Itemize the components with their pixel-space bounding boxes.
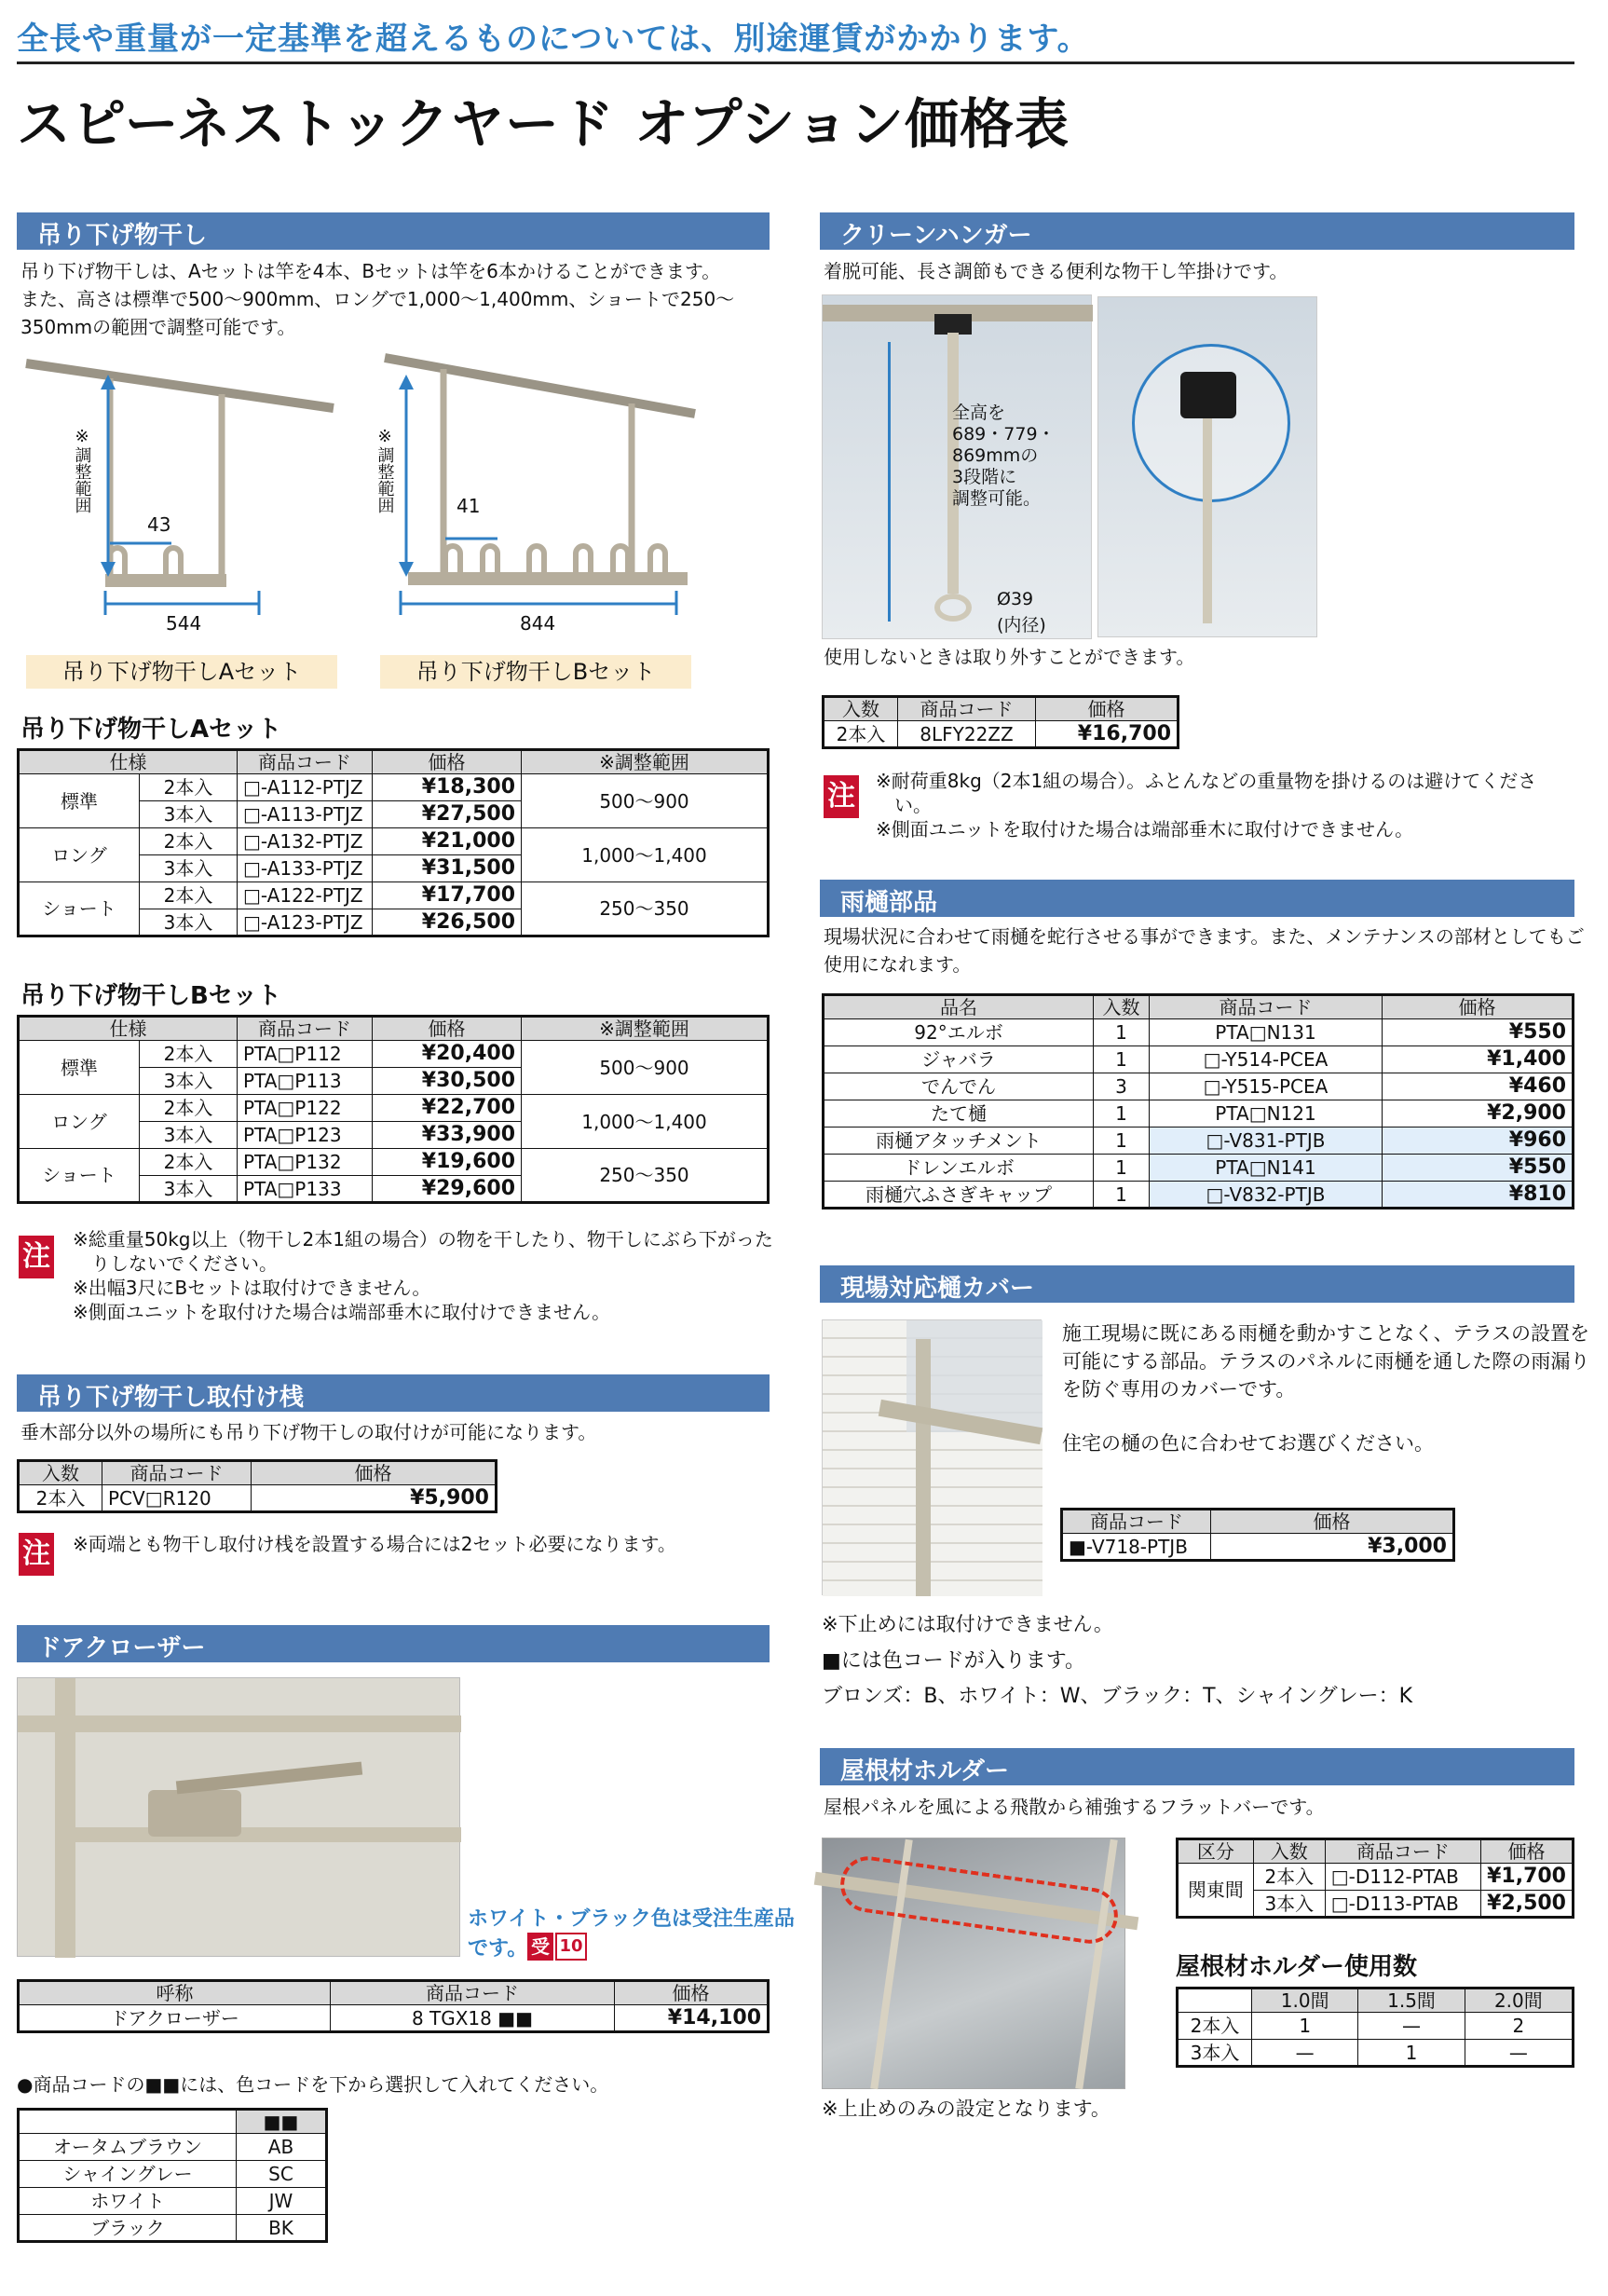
width-a: 544 — [166, 612, 202, 635]
price: ¥22,700 — [373, 1095, 522, 1122]
holder-note: ※上止めのみの設定となります。 — [822, 2098, 1111, 2120]
th-price: 価格 — [1481, 1839, 1574, 1864]
spec: ロング — [19, 828, 140, 882]
section-gutter: 雨樋部品 — [820, 880, 1574, 917]
code: □-V832-PTJB — [1150, 1182, 1383, 1209]
made-to-order-note: ホワイト・ブラック色は受注生産品 — [468, 1907, 795, 1931]
door-photo — [17, 1677, 460, 1957]
price: ¥1,400 — [1383, 1046, 1574, 1073]
caution-mark: 注 — [19, 1533, 54, 1576]
qty: 2本入 — [1178, 2013, 1252, 2040]
qty: 1 — [1094, 1100, 1150, 1128]
code: □-D112-PTAB — [1325, 1864, 1480, 1891]
part-name: ジャバラ — [824, 1046, 1094, 1073]
spec: ショート — [19, 882, 140, 936]
hanging-note-4: ※側面ユニットを取付けた場合は端部垂木に取付けできません。 — [73, 1301, 611, 1323]
height-line: 869mmの — [952, 445, 1039, 466]
code: □-D113-PTAB — [1325, 1891, 1480, 1918]
mount-desc: 垂木部分以外の場所にも吊り下げ物干しの取付けが可能になります。 — [20, 1421, 597, 1443]
caution-mark: 注 — [824, 775, 859, 818]
qty: 1 — [1094, 1182, 1150, 1209]
color-code: SC — [237, 2161, 327, 2188]
th-color-code: ■■ — [237, 2110, 327, 2134]
hanging-desc-1: 吊り下げ物干しは、Aセットは竿を4本、Bセットは竿を6本かけることができます。 — [20, 260, 721, 282]
th-span: 1.0間 — [1252, 1988, 1358, 2013]
th-price: 価格 — [1211, 1510, 1454, 1534]
usage-count: — — [1465, 2040, 1573, 2067]
cover-photo — [822, 1319, 1042, 1595]
price: ¥550 — [1383, 1155, 1574, 1182]
gap-b: 41 — [457, 495, 481, 517]
hanger-diameter: Ø39 — [997, 589, 1034, 609]
gutter-desc-1: 現場状況に合わせて雨樋を蛇行させる事ができます。また、メンテナンスの部材としてもご — [824, 925, 1585, 948]
code: PTA□N131 — [1150, 1019, 1383, 1046]
price: ¥550 — [1383, 1019, 1574, 1046]
th-span: 2.0間 — [1465, 1988, 1573, 2013]
usage-count: 1 — [1358, 2040, 1465, 2067]
price: ¥3,000 — [1211, 1534, 1454, 1561]
price: ¥21,000 — [373, 828, 522, 855]
price: ¥960 — [1383, 1128, 1574, 1155]
diagram-set-b — [375, 352, 697, 635]
spec: 標準 — [19, 1041, 140, 1095]
caption-set-a: 吊り下げ物干しAセット — [26, 655, 337, 689]
hanger-note-3: ※側面ユニットを取付けた場合は端部垂木に取付けできません。 — [876, 818, 1414, 840]
height-line: 全高を — [952, 403, 1006, 423]
cover-note-1: ※下止めには取付けできません。 — [822, 1613, 1113, 1635]
price: ¥14,100 — [615, 2005, 769, 2032]
code: □-A113-PTJZ — [238, 801, 373, 828]
hanger-closeup-photo — [1097, 296, 1317, 637]
th-qty: 入数 — [824, 697, 898, 721]
mount-table — [17, 1459, 497, 1513]
adjust-label-a: ※調整範囲 — [72, 427, 92, 513]
qty: 3本入 — [140, 801, 238, 828]
th-category: 区分 — [1178, 1839, 1254, 1864]
th-price: 価格 — [373, 1017, 522, 1041]
price: ¥19,600 — [373, 1149, 522, 1176]
price: ¥33,900 — [373, 1122, 522, 1149]
code: PTA□P133 — [238, 1176, 373, 1203]
gutter-desc-2: 使用になれます。 — [824, 953, 972, 976]
set-b-title: 吊り下げ物干しBセット — [20, 982, 281, 1010]
cover-table — [1060, 1508, 1455, 1562]
hanging-note-2: りしないでください。 — [91, 1252, 278, 1275]
order-days-badge: 10 — [555, 1933, 587, 1961]
hanger-height-note — [952, 403, 1056, 510]
code: □-A123-PTJZ — [238, 909, 373, 936]
th-spec: 仕様 — [19, 1017, 238, 1041]
qty: 3本入 — [140, 1068, 238, 1095]
color-code: JW — [237, 2188, 327, 2215]
code: 8LFY22ZZ — [898, 721, 1036, 748]
th-qty: 入数 — [19, 1461, 102, 1485]
hanging-note-1: ※総重量50kg以上（物干し2本1組の場合）の物を干したり、物干しにぶら下がった — [73, 1228, 773, 1250]
qty: 3本入 — [1253, 1891, 1325, 1918]
qty: 2本入 — [824, 721, 898, 748]
section-cover: 現場対応樋カバー — [820, 1265, 1574, 1303]
color-code: AB — [237, 2134, 327, 2161]
set-b-table — [17, 1015, 770, 1204]
cover-desc-line: 可能にする部品。テラスのパネルに雨樋を通した際の雨漏り — [1062, 1350, 1590, 1373]
qty: 1 — [1094, 1019, 1150, 1046]
caution-mark: 注 — [19, 1236, 54, 1278]
hanger-inner: (内径) — [997, 615, 1046, 636]
code: □-A132-PTJZ — [238, 828, 373, 855]
price: ¥30,500 — [373, 1068, 522, 1095]
holder-usage-title: 屋根材ホルダー使用数 — [1176, 1953, 1417, 1981]
qty: 3本入 — [1178, 2040, 1252, 2067]
th-range: ※調整範囲 — [522, 1017, 769, 1041]
holder-photo — [822, 1838, 1125, 2089]
color-name: ブラック — [19, 2215, 237, 2242]
code: PTA□P113 — [238, 1068, 373, 1095]
hanger-table — [822, 695, 1179, 749]
range: 250～350 — [522, 882, 769, 936]
qty: 1 — [1094, 1155, 1150, 1182]
usage-count: — — [1252, 2040, 1358, 2067]
th-code: 商品コード — [238, 750, 373, 774]
cover-color-advice: 住宅の樋の色に合わせてお選びください。 — [1062, 1432, 1434, 1455]
mount-note: ※両端とも物干し取付け桟を設置する場合には2セット必要になります。 — [73, 1533, 676, 1555]
cover-desc-line: を防ぐ専用のカバーです。 — [1062, 1378, 1296, 1401]
color-code: BK — [237, 2215, 327, 2242]
range: 1,000～1,400 — [522, 1095, 769, 1149]
range: 500～900 — [522, 1041, 769, 1095]
price: ¥31,500 — [373, 855, 522, 882]
part-name: 雨樋穴ふさぎキャップ — [824, 1182, 1094, 1209]
gutter-table — [822, 993, 1574, 1210]
section-hanger: クリーンハンガー — [820, 212, 1574, 250]
divider — [17, 62, 1574, 64]
height-line: 調整可能。 — [952, 488, 1042, 509]
shipping-note: 全長や重量が一定基準を超えるものについては、別途運賃がかかります。 — [17, 20, 1090, 58]
th-spec: 仕様 — [19, 750, 238, 774]
color-code-table — [17, 2108, 328, 2243]
cover-note-2: ■には色コードが入ります。 — [822, 1649, 1086, 1673]
qty: 2本入 — [1253, 1864, 1325, 1891]
height-line: 689・779・ — [952, 424, 1056, 444]
price: ¥460 — [1383, 1073, 1574, 1100]
set-a-table — [17, 748, 770, 937]
th-code: 商品コード — [331, 1981, 615, 2005]
th-price: 価格 — [373, 750, 522, 774]
qty: 3 — [1094, 1073, 1150, 1100]
diagram-set-a — [26, 352, 343, 635]
holder-table — [1176, 1838, 1574, 1919]
color-name: ホワイト — [19, 2188, 237, 2215]
hanger-desc: 着脱可能、長さ調節もできる便利な物干し竿掛けです。 — [824, 260, 1288, 282]
category: 関東間 — [1178, 1864, 1254, 1918]
hanging-note-3: ※出幅3尺にBセットは取付けできません。 — [73, 1277, 431, 1299]
door-table — [17, 1979, 770, 2033]
price: ¥810 — [1383, 1182, 1574, 1209]
th-qty: 入数 — [1253, 1839, 1325, 1864]
price: ¥2,900 — [1383, 1100, 1574, 1128]
qty: 3本入 — [140, 1176, 238, 1203]
name: ドアクローザー — [19, 2005, 331, 2032]
order-badge: 受 — [527, 1933, 553, 1961]
usage-count: 2 — [1465, 2013, 1573, 2040]
range: 250～350 — [522, 1149, 769, 1203]
qty: 2本入 — [140, 1149, 238, 1176]
section-door: ドアクローザー — [17, 1625, 770, 1662]
price: ¥5,900 — [252, 1485, 497, 1512]
qty: 2本入 — [140, 828, 238, 855]
th-code: 商品コード — [898, 697, 1036, 721]
color-name: オータムブラウン — [19, 2134, 237, 2161]
code: □-V831-PTJB — [1150, 1128, 1383, 1155]
qty: 2本入 — [19, 1485, 102, 1512]
cover-desc — [1062, 1319, 1589, 1403]
section-hanging: 吊り下げ物干し — [17, 212, 770, 250]
code: PTA□P123 — [238, 1122, 373, 1149]
set-a-title: 吊り下げ物干しAセット — [20, 716, 282, 744]
th-code: 商品コード — [102, 1461, 252, 1485]
price: ¥27,500 — [373, 801, 522, 828]
qty: 2本入 — [140, 774, 238, 801]
gap-a: 43 — [147, 513, 171, 536]
code: PCV□R120 — [102, 1485, 252, 1512]
th-price: 価格 — [1036, 697, 1179, 721]
code: 8 TGX18 ■■ — [331, 2005, 615, 2032]
spec: ロング — [19, 1095, 140, 1149]
range: 1,000～1,400 — [522, 828, 769, 882]
part-name: ドレンエルボ — [824, 1155, 1094, 1182]
caption-set-b: 吊り下げ物干しBセット — [380, 655, 691, 689]
cover-note-3: ブロンズ：B、ホワイト：W、ブラック：T、シャイングレー：K — [822, 1685, 1413, 1708]
qty: 1 — [1094, 1046, 1150, 1073]
code: PTA□P132 — [238, 1149, 373, 1176]
hanger-note-1: ※耐荷重8kg（2本1組の場合）。ふとんなどの重量物を掛けるのは避けてくださ — [876, 770, 1537, 792]
th-price: 価格 — [1383, 995, 1574, 1019]
th-range: ※調整範囲 — [522, 750, 769, 774]
width-b: 844 — [520, 612, 556, 635]
part-name: 雨樋アタッチメント — [824, 1128, 1094, 1155]
th-code: 商品コード — [238, 1017, 373, 1041]
hanging-desc-3: 350mmの範囲で調整可能です。 — [20, 316, 296, 338]
code: □-Y514-PCEA — [1150, 1046, 1383, 1073]
qty: 2本入 — [140, 1041, 238, 1068]
th-name: 呼称 — [19, 1981, 331, 2005]
hanger-note-2: い。 — [894, 794, 932, 816]
code: □-Y515-PCEA — [1150, 1073, 1383, 1100]
made-to-order-note-2: です。 — [468, 1937, 528, 1961]
code: □-A122-PTJZ — [238, 882, 373, 909]
qty: 3本入 — [140, 855, 238, 882]
th-code: 商品コード — [1150, 995, 1383, 1019]
qty: 1 — [1094, 1128, 1150, 1155]
qty: 2本入 — [140, 882, 238, 909]
price: ¥16,700 — [1036, 721, 1179, 748]
adjust-label-b: ※調整範囲 — [375, 427, 395, 513]
color-name: シャイングレー — [19, 2161, 237, 2188]
section-holder: 屋根材ホルダー — [820, 1748, 1574, 1785]
spec: ショート — [19, 1149, 140, 1203]
th-qty: 入数 — [1094, 995, 1150, 1019]
code: PTA□P112 — [238, 1041, 373, 1068]
qty: 3本入 — [140, 1122, 238, 1149]
holder-desc: 屋根パネルを風による飛散から補強するフラットバーです。 — [824, 1796, 1325, 1818]
th-blank — [1178, 1988, 1252, 2013]
price: ¥20,400 — [373, 1041, 522, 1068]
range: 500～900 — [522, 774, 769, 828]
part-name: でんでん — [824, 1073, 1094, 1100]
height-line: 3段階に — [952, 467, 1017, 487]
code: ■-V718-PTJB — [1062, 1534, 1211, 1561]
code: PTA□P122 — [238, 1095, 373, 1122]
price: ¥2,500 — [1481, 1891, 1574, 1918]
th-code: 商品コード — [1325, 1839, 1480, 1864]
price: ¥18,300 — [373, 774, 522, 801]
code: □-A112-PTJZ — [238, 774, 373, 801]
price: ¥1,700 — [1481, 1864, 1574, 1891]
part-name: たて樋 — [824, 1100, 1094, 1128]
usage-count: — — [1358, 2013, 1465, 2040]
page-title: スピーネストックヤード オプション価格表 — [17, 92, 1070, 156]
th-price: 価格 — [252, 1461, 497, 1485]
th-code: 商品コード — [1062, 1510, 1211, 1534]
holder-usage-table — [1176, 1987, 1574, 2068]
code: PTA□N121 — [1150, 1100, 1383, 1128]
section-mount: 吊り下げ物干し取付け桟 — [17, 1374, 770, 1412]
cover-desc-line: 施工現場に既にある雨樋を動かすことなく、テラスの設置を — [1062, 1322, 1589, 1345]
spec: 標準 — [19, 774, 140, 828]
price: ¥29,600 — [373, 1176, 522, 1203]
th-price: 価格 — [615, 1981, 769, 2005]
hanger-remove-note: 使用しないときは取り外すことができます。 — [824, 646, 1195, 668]
qty: 2本入 — [140, 1095, 238, 1122]
price: ¥26,500 — [373, 909, 522, 936]
hanging-desc-2: また、高さは標準で500～900mm、ロングで1,000～1,400mm、ショートで250～ — [20, 288, 735, 310]
code: PTA□N141 — [1150, 1155, 1383, 1182]
qty: 3本入 — [140, 909, 238, 936]
th-name: 品名 — [824, 995, 1094, 1019]
color-code-note: ●商品コードの■■には、色コードを下から選択して入れてください。 — [17, 2073, 609, 2096]
price: ¥17,700 — [373, 882, 522, 909]
usage-count: 1 — [1252, 2013, 1358, 2040]
th-span: 1.5間 — [1358, 1988, 1465, 2013]
part-name: 92°エルボ — [824, 1019, 1094, 1046]
code: □-A133-PTJZ — [238, 855, 373, 882]
